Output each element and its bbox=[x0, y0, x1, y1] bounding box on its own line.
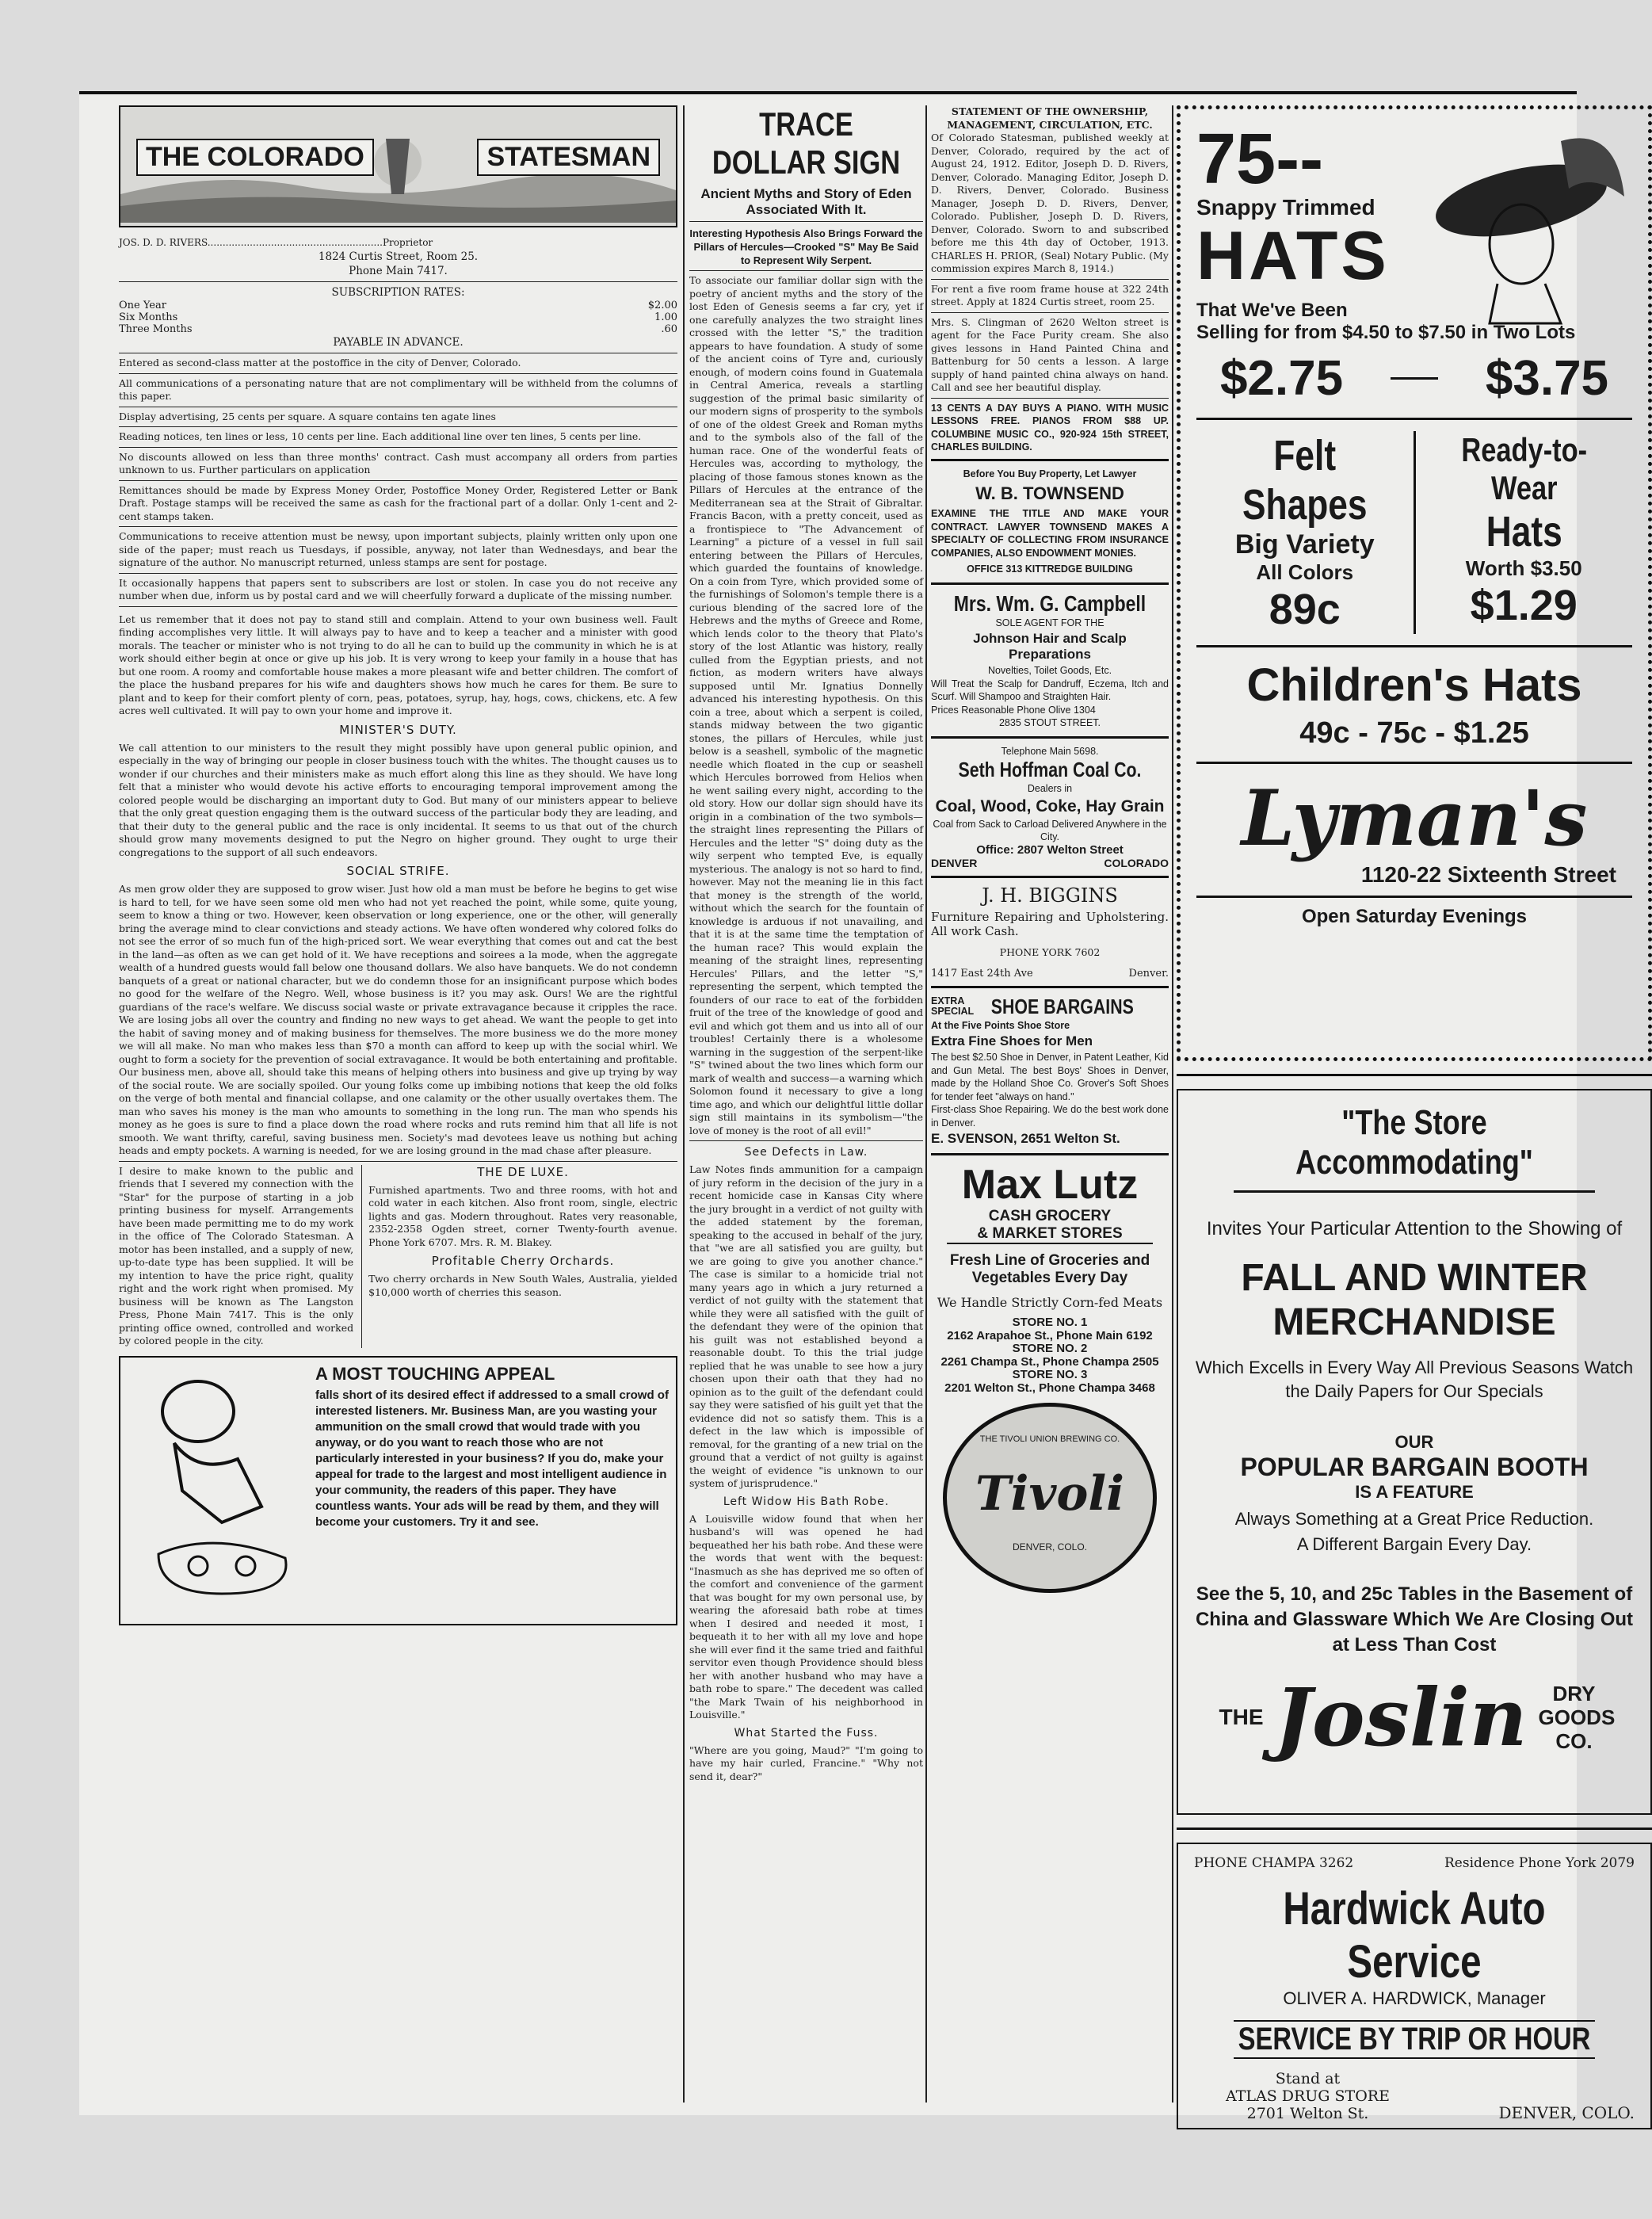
tivoli-city: DENVER, COLO. bbox=[1012, 1541, 1088, 1553]
notice: No discounts allowed on less than three months' contract. Cash must accompany all orders from parties unknown to us. Further particulars on application bbox=[119, 450, 677, 476]
subs-heading: SUBSCRIPTION RATES: bbox=[331, 286, 465, 299]
address: 1824 Curtis Street, Room 25. bbox=[318, 250, 479, 263]
shoe-text: The best $2.50 Shoe in Denver, in Patent Leather, Kid and Gun Metal. The best Boys' Shoes in Denver, made by the Holland Shoe Co. Grover's Soft Shoes for tender feet "always on hand." bbox=[931, 1052, 1169, 1102]
editorial-text: Let us remember that it does not pay to stand still and complain. Attend to your own business well. Fault finding accomplishes very little. It will always pay to have and to keep a teacher and a minister with good morals. The teacher or minister who is not trying to do all he can to build up the community in which he is at work should either begin at once or give up his job. It is very wrong to keep your family in a house that has but one room. A roomy and comfortable house makes a more pleasant wife and better children. The comfort of the place the husband prepares for his wife and daughters shows how much he cares for them. Be sure to plant and to keep for their comfort plenty of corn, peas, potatoes, syrup, hay, hogs, cows, chickens, etc. A few acres well cultivated. It will pay to own your home and improve it. bbox=[119, 613, 677, 716]
lutz-type-1: CASH GROCERY bbox=[988, 1208, 1112, 1224]
children-prices: 49c - 75c - $1.25 bbox=[1299, 716, 1529, 750]
coal-city: DENVER bbox=[931, 857, 978, 869]
max-lutz-ad bbox=[931, 1162, 1169, 1395]
store-address: 2201 Welton St., Phone Champa 3468 bbox=[944, 1381, 1155, 1395]
deluxe-heading: THE DE LUXE. bbox=[477, 1164, 569, 1179]
campbell-text: Will Treat the Scalp for Dandruff, Eczema, Itch and Scurf. Will Shampoo and Straighten Hair. bbox=[931, 678, 1169, 702]
shoe-extra: EXTRA SPECIAL bbox=[931, 995, 975, 1017]
joslin-always: Always Something at a Great Price Reduction. bbox=[1234, 1509, 1594, 1529]
joslin-diff: A Different Bargain Every Day. bbox=[1296, 1534, 1532, 1554]
campbell-notions: Novelties, Toilet Goods, Etc. bbox=[987, 665, 1112, 676]
lutz-fresh: Fresh Line of Groceries and Vegetables Every Day bbox=[949, 1252, 1150, 1286]
hardwick-stand: Stand at bbox=[1275, 2070, 1341, 2087]
rate-row: Three Months .60 bbox=[119, 323, 677, 335]
notice: Communications to receive attention must be newsy, upon important subjects, plainly written only upon one side of the paper; must reach us Tuesdays, if possible, anyway, not later than Wednesdays, and bear the signature of the author. No manuscript returned, unless stamps are sent for postage. bbox=[119, 530, 677, 568]
social-text: As men grow older they are supposed to grow wiser. Just how old a man must be before he begins to get wise is hard to tell, for we have seen some old men who had not yet reached the point, while some, quite young, seem to know a thing or two. However, keen observation or long experience, one or the other, will generally bring the average mind to clear convictions and steady actions. We have often wondered why colored folks do not see the error of so much fun of the high-priced sort. We wear everything that comes out and cat the best in the land—as often as we can get hold of it. We have receptions and soirees a la mode, when the aggregate wealth of a hundred guests would fall below one thousand dollars. We also have banquets. We do not condemn banquets of a great or national character, but we do condemn those for an insignificant purpose which bodes no good for the welfare of the Negro. Well, whose business is it? you may ask. Ours! We are the rightful guardians of the race's welfare. We discuss social waste or private extravagance because it cripples the race. We are losing jobs all over the country and finding no new ways to get ahead. We want the people to get into the habit of saving money and of making business for themselves. The more business we do the more money we will all make. No man who makes less than $70 a month can afford to keep up with the social whirl. We ought to form a society for the prevention of social extravagance. It would be both entertaining and profitable. Our business men, above all, should take this means of helping others into business and give up trying by way of the social route. We are socially spoiled. Our young folks come up imbibing notions that keep the old folks on the verge of both mental and financial collapse, and one calamity or the other usually overtakes them. The man who saves his money is the man who amounts to something in the long run. The man who spends his money as he goes is sure to find a place down the road where rocks and ruts remind him that all life is not smooth. We want thrifty, careful, saving business men. Society's mad devotees leave us nothing but aching heads and empty pockets. A warning is needed, for we are losing ground in the mad chase after pleasure. bbox=[119, 883, 677, 1156]
campbell-ad bbox=[931, 591, 1169, 730]
hats-price-2: $3.75 bbox=[1485, 351, 1609, 406]
biggins-name: J. H. BIGGINS bbox=[982, 884, 1118, 907]
rent-notice: For rent a five room frame house at 322 24th street. Apply at 1824 Curtis street, room 25. bbox=[931, 282, 1169, 307]
cherry-heading: Profitable Cherry Orchards. bbox=[431, 1254, 615, 1268]
coal-dealers: Dealers in bbox=[1027, 783, 1073, 794]
joslin-feature: IS A FEATURE bbox=[1355, 1482, 1474, 1502]
joslin-the: THE bbox=[1219, 1705, 1264, 1729]
statement-text: Of Colorado Statesman, published weekly at Denver, Colorado, required by the act of August 24, 1912. Editor, Joseph D. D. Rivers, Denver, Colorado. Managing Editor, Joseph D. D. Rivers, Denver, Colorado. Business Manager, Joseph D. D. Rivers, Denver, Colorado. Publisher, Joseph D. D. Rivers, Denver, Colorado. Sworn to and subscribed before me this 4th day of October, 1913. CHARLES H. PRIOR, (Seal) Notary Public. (My commission expires March 8, 1914.) bbox=[931, 132, 1169, 274]
shoe-repair: First-class Shoe Repairing. We do the best work done in Denver. bbox=[931, 1104, 1169, 1129]
notice: It occasionally happens that papers sent to subscribers are lost or stolen. In case you do not receive any number when due, inform us by postal card and we will cheerfully forward a duplicate of the missing number. bbox=[119, 576, 677, 602]
coal-name: Seth Hoffman Coal Co. bbox=[958, 758, 1142, 781]
article-title: TRACE DOLLAR SIGN bbox=[712, 105, 901, 181]
hardwick-name: Hardwick Auto Service bbox=[1283, 1883, 1546, 1988]
felt-colors: All Colors bbox=[1256, 560, 1354, 584]
article-subtitle: Ancient Myths and Story of Eden Associated With It. bbox=[700, 186, 912, 217]
tivoli-ring-text: THE TIVOLI UNION BREWING CO. bbox=[979, 1434, 1120, 1444]
robe-heading: Left Widow His Bath Robe. bbox=[723, 1495, 890, 1508]
shoe-owner: E. SVENSON, 2651 Welton St. bbox=[931, 1131, 1120, 1146]
column-rule bbox=[1172, 105, 1173, 2103]
hoffman-coal-ad bbox=[931, 745, 1169, 870]
ads-column bbox=[931, 105, 1169, 1593]
column-rule bbox=[925, 105, 927, 2103]
campbell-address: 2835 STOUT STREET. bbox=[998, 717, 1101, 728]
appeal-ad bbox=[119, 1356, 677, 1625]
phone: Phone Main 7417. bbox=[349, 265, 448, 277]
notice: Reading notices, ten lines or less, 10 cents per line. Each additional line over ten lines, 5 cents per line. bbox=[119, 430, 642, 442]
robe-text: A Louisville widow found that when her husband's will was opened he had bequeathed her his bath robe. And these were the words that went with the bequest: "Inasmuch as she has deprived me so often of the comfort and convenience of the garment that was bought for my own personal use, by wearing the aforesaid bath robe at times when I desired and needed it most, I bequeath it to her with all my love and hope she will ever find it the same tried and faithful servitor even though Providence should bless her with another husband who may have a bath robe to spare." The decedent was called "the Mark Twain of his neighborhood in Louisville." bbox=[689, 1512, 923, 1721]
appeal-text: falls short of its desired effect if addressed to a small crowd of interested listeners. Mr. Business Man, are you wasting your ammunition on the small crowd that would trade with you anyway, or do you want to reach those who are not particularly interested in your business? If you do, make your appeal for trade to the largest and most intelligent audience in your community, the readers of this paper. They have countless wants. Your ads will be read by them, and they will become your customers. Try it and see. bbox=[315, 1388, 669, 1529]
ministers-text: We call attention to our ministers to the result they might possibly have upon general public opinion, and especially in the way of bringing our people in closer business touch with the whites. The thought causes us to wonder if our churches and their ministers make as much effort along this line as they should. We have long felt that a minister who would devote his active efforts to encouraging temporal improvement among the colored people would be discharging an important duty to God. But many of our ministers appear to believe that the only great question engaging them is the outward success of the particular body they are leading, and that their duty to the general public and the race is only incidental. It seems to us that out of the church should grow many movements designed to put the Negro on higher ground. They ought to urge their congregations to the support of all such endeavors. bbox=[119, 741, 677, 858]
campbell-prices: Prices Reasonable Phone Olive 1304 bbox=[931, 704, 1096, 716]
masthead-title-left: THE COLORADO bbox=[136, 139, 374, 176]
woman-hat-illustration-icon bbox=[1426, 125, 1632, 331]
shoe-title: SHOE BARGAINS bbox=[990, 994, 1134, 1018]
store-label: STORE NO. 1 bbox=[1012, 1316, 1088, 1329]
defects-heading: See Defects in Law. bbox=[744, 1146, 868, 1159]
store-label: STORE NO. 2 bbox=[1012, 1342, 1088, 1355]
shoe-bargains-ad bbox=[931, 995, 1169, 1148]
coal-text: Coal from Sack to Carload Delivered Anywhere in the City. bbox=[933, 818, 1167, 842]
joslin-our: OUR bbox=[1394, 1432, 1434, 1452]
joslin-slogan: "The Store Accommodating" bbox=[1234, 1103, 1595, 1193]
lutz-type-2: & MARKET STORES bbox=[947, 1225, 1153, 1244]
masthead bbox=[119, 105, 677, 227]
rtw-title: Ready-to-Wear bbox=[1460, 431, 1587, 506]
shoe-fine: Extra Fine Shoes for Men bbox=[931, 1033, 1093, 1048]
statement-heading: STATEMENT OF THE OWNERSHIP, MANAGEMENT, CIRCULATION, ETC. bbox=[947, 105, 1153, 131]
fuss-heading: What Started the Fuss. bbox=[734, 1726, 879, 1740]
lawyer-text: EXAMINE THE TITLE AND MAKE YOUR CONTRACT. LAWYER TOWNSEND MAKES A SPECIALTY OF COLLECTING FROM INSURANCE COMPANIES, ALSO ENDOWMENT MONIES. bbox=[931, 508, 1169, 559]
lymans-logo: Lyman's bbox=[1241, 773, 1588, 863]
hardwick-manager: OLIVER A. HARDWICK, Manager bbox=[1283, 1988, 1546, 2008]
hats-price-1: $2.75 bbox=[1219, 351, 1344, 406]
appeal-heading: A MOST TOUCHING APPEAL bbox=[315, 1363, 555, 1384]
felt-price: 89c bbox=[1269, 586, 1341, 633]
coal-phone: Telephone Main 5698. bbox=[1001, 745, 1099, 757]
biggins-ad bbox=[931, 884, 1169, 980]
article-deck: Interesting Hypothesis Also Brings Forward the Pillars of Hercules—Crooked "S" May Be Said to Represent Wily Serpent. bbox=[689, 227, 923, 266]
hardwick-store: ATLAS DRUG STORE bbox=[1226, 2087, 1390, 2105]
printing-notice: I desire to make known to the public and friends that I severed my connection with the "Star" for the purpose of starting in a job printing business for myself. Arrangements have been made permitting me to do my work in the office of The Colorado Statesman. A motor has been installed, and a supply of new, up-to-date type has been supplied. It will be my intention to have the price right, quality right and the work right when promised. My business will be known as The Langston Press, Phone Main 7417. This is the only printing office owned, controlled and worked by colored people in the city. bbox=[119, 1164, 354, 1346]
social-heading: SOCIAL STRIFE. bbox=[346, 864, 450, 878]
notice: Remittances should be made by Express Money Order, Postoffice Money Order, Registered Letter or Bank Draft. Postage stamps will be received the same as cash for the fractional part of a dollar. Only 1-cent and 2-cent stamps taken. bbox=[119, 483, 677, 522]
newspaper-page bbox=[79, 91, 1635, 2122]
display-ads-column bbox=[1177, 105, 1652, 2129]
store-label: STORE NO. 3 bbox=[1012, 1368, 1088, 1381]
article-body: To associate our familiar dollar sign with the poetry of ancient myths and the story of the lost Eden of Genesis seems a far cry, yet if one carefully analyzes the two straight lines crossed with the letter "S," the tradition appears to have foundation. A study of some of the ancient coins of Tyre and, curiously enough, of modern coins found in Guatemala in Central America, reveals a startling suggestion of the primal basic similarity of our modern signs of prosperity to the symbols of one of the oldest Greek and Roman myths and to the symbols also of the fall of the human race. One of the wonderful feats of Hercules was, according to mythology, the placing of those famous stones known as the Pillars of Hercules at the entrance of the Mediterranean sea at the Strait of Gibraltar. Francis Bacon, with a pretty conceit, used as a frontispiece to "The Advancement of Learning" a picture of a vessel in full sail entering between the Pillars of Hercules, which guarded the fountains of knowledge. On a coin from Tyre, which provided some of the furnishings of Solomon's temple there is a curious blending of the sacred lore of the Hebrews and the myths of Greece and Rome, which lends color to the theory that Plato's story of the lost Atlantic was history, really culled from the Egyptian priests, and not fiction, as modern writers have always supposed until Mr. Ignatius Donnelly advanced his interesting hypothesis. On this coin a tree, about which a serpent is coiled, stands midway between the two gigantic stones, the pillars of Hercules, while just below is a seashell, symbolic of the magnetic needle which floated in the cup or seashell which Hercules borrowed from Helios when he went sailing every night, according to the old story. How our dollar sign should have its origin in a combination of the two symbols—the straight lines representing the Pillars of Hercules and the letter "S" doing duty as the wily serpent who tempted Eve, is equally mysterious. The analogy is not so hard to find, however. May not the meaning lie in this fact that money is the strength of the world, without which the search for the fountain of knowledge is arduous if not unavailing, and that it is at the same time the temptation of the human race? This would explain the meaning of the straight lines, representing Hercules' Pillars, and the letter "S," representing the serpent, which tempted the founders of our race to eat of the forbidden fruit of the tree of the knowledge of good and evil and which got them and us into all of our troubles! Certainly there is a wholesome warning in the suggestion of the serpent-like "S" twined about the two lines which form our mark of wealth and success—a warning which Solomon found it necessary to give a long time ago, and which our delightful little dollar sign still maintains in its symbolism—"the love of money is the root of all evil!" bbox=[689, 274, 923, 1136]
statesman-column bbox=[119, 105, 677, 1625]
hardwick-service: SERVICE BY TRIP OR HOUR bbox=[1234, 2020, 1595, 2059]
joslin-dry-goods: DRY GOODS CO. bbox=[1538, 1682, 1616, 1753]
joslin-tables: See the 5, 10, and 25c Tables in the Basement of China and Glassware Which We Are Closing Out at Less Than Cost bbox=[1195, 1583, 1634, 1656]
hardwick-city: DENVER, COLO. bbox=[1498, 2103, 1635, 2122]
hardwick-residence-phone: Residence Phone York 2079 bbox=[1444, 1855, 1635, 1871]
notice: All communications of a personating nature that are not complimentary will be withheld from the columns of this paper. bbox=[119, 376, 677, 402]
lymans-open: Open Saturday Evenings bbox=[1301, 906, 1528, 927]
shoe-store: At the Five Points Shoe Store bbox=[931, 1019, 1070, 1031]
ministers-heading: MINISTER'S DUTY. bbox=[339, 722, 457, 737]
store-address: 2261 Champa St., Phone Champa 2505 bbox=[940, 1354, 1159, 1369]
campbell-agent: SOLE AGENT FOR THE bbox=[995, 617, 1105, 628]
rate-row: One Year $2.00 bbox=[119, 300, 677, 311]
hardwick-ad bbox=[1177, 1843, 1652, 2129]
lymans-hats-ad bbox=[1177, 105, 1652, 1061]
biggins-city: Denver. bbox=[1128, 967, 1169, 980]
tivoli-logo bbox=[943, 1403, 1157, 1593]
clingman-notice: Mrs. S. Clingman of 2620 Welton street is agent for the Face Purity cream. She also gives lessons in Hand Painted China and Battenburg for 50 cents a lesson. A large supply of hand painted china always on hand. Call and see her beautiful display. bbox=[931, 315, 1169, 393]
biggins-phone: PHONE YORK 7602 bbox=[999, 946, 1101, 958]
rate-row: Six Months 1.00 bbox=[119, 311, 677, 323]
lawyer-name: W. B. TOWNSEND bbox=[975, 483, 1124, 503]
campbell-product: Johnson Hair and Scalp Preparations bbox=[973, 631, 1127, 662]
children-title: Children's Hats bbox=[1246, 659, 1582, 711]
masthead-title-right: STATESMAN bbox=[477, 139, 660, 176]
hats-price-head: 75-- bbox=[1196, 120, 1324, 199]
notice: Entered as second-class matter at the postoffice in the city of Denver, Colorado. bbox=[119, 357, 521, 369]
joslin-logo: Joslin bbox=[1274, 1671, 1528, 1764]
lutz-meats: We Handle Strictly Corn-fed Meats bbox=[937, 1295, 1163, 1310]
campbell-name: Mrs. Wm. G. Campbell bbox=[953, 590, 1146, 616]
column-rule bbox=[683, 105, 685, 2103]
coal-state: COLORADO bbox=[1104, 857, 1169, 869]
joslin-booth: POPULAR BARGAIN BOOTH bbox=[1240, 1453, 1589, 1481]
joslin-excels: Which Excells in Every Way All Previous Seasons Watch the Daily Papers for Our Specials bbox=[1195, 1358, 1634, 1401]
hats-word: HATS bbox=[1196, 218, 1390, 294]
dollar-sign-column bbox=[689, 105, 923, 1783]
joslin-ad bbox=[1177, 1089, 1652, 1815]
coal-goods: Coal, Wood, Coke, Hay Grain bbox=[935, 796, 1165, 815]
cartoon-illustration-icon bbox=[127, 1364, 309, 1602]
hats-selling: Selling for from $4.50 to $7.50 in Two Lots bbox=[1196, 322, 1576, 343]
hardwick-phone: PHONE CHAMPA 3262 bbox=[1194, 1855, 1354, 1871]
biggins-text: Furniture Repairing and Upholstering. All work Cash. bbox=[931, 910, 1169, 938]
townsend-ad bbox=[931, 468, 1169, 576]
hardwick-address: 2701 Welton St. bbox=[1246, 2105, 1369, 2122]
cherry-text: Two cherry orchards in New South Wales, Australia, yielded $10,000 worth of cherries this season. bbox=[368, 1273, 677, 1298]
store-address: 2162 Arapahoe St., Phone Main 6192 bbox=[947, 1328, 1153, 1342]
lutz-name: Max Lutz bbox=[961, 1162, 1139, 1208]
felt-title: Felt Shapes bbox=[1242, 432, 1368, 529]
hats-snappy: Snappy Trimmed bbox=[1196, 195, 1375, 220]
rtw-price: $1.29 bbox=[1470, 582, 1578, 629]
joslin-invites: Invites Your Particular Attention to the Showing of bbox=[1206, 1218, 1623, 1239]
rtw-worth: Worth $3.50 bbox=[1465, 556, 1582, 580]
tivoli-word: Tivoli bbox=[975, 1466, 1124, 1522]
rtw-hats: Hats bbox=[1486, 508, 1562, 556]
notice: Display advertising, 25 cents per square. A square contains ten agate lines bbox=[119, 410, 496, 422]
felt-variety: Big Variety bbox=[1234, 529, 1375, 560]
defects-text: Law Notes finds ammunition for a campaign of jury reform in the decision of the jury in a recent homicide case in Kansas City where the jury brought in a verdict of not guilty with the added statement by the foreman, speaking to the accused in behalf of the jury, that "we are all satisfied you are guilty, but we are going to give you another chance." The case is similar to a homicide trial not many years ago in which a jury returned a verdict of not guilty with the statement that while they were all satisfied with the guilt of the defendant they were of the opinion that his guilt was not established beyond a reasonable doubt. To this the trial judge replied that he was unable to see how a jury chosen upon their oath that they had no opinion as to the guilt of the defendant could say they were satisfied of his guilt yet that the evidence did not so satisfy them. This is a defect in the law which is impossible of removal, for the granting of a new trial on the ground that a verdict of not guilty is against the weight of evidence "is unknown to our system of jurisprudence." bbox=[689, 1163, 923, 1489]
biggins-address: 1417 East 24th Ave bbox=[931, 967, 1033, 980]
lymans-address: 1120-22 Sixteenth Street bbox=[1360, 862, 1616, 887]
joslin-fall: FALL AND WINTER MERCHANDISE bbox=[1241, 1257, 1588, 1343]
coal-office: Office: 2807 Welton Street bbox=[976, 842, 1124, 857]
piano-ad: 13 CENTS A DAY BUYS A PIANO. WITH MUSIC LESSONS FREE. PIANOS FROM $88 UP. COLUMBINE MUSIC CO., 920-924 15th STREET, CHARLES BUILDING. bbox=[931, 402, 1169, 453]
deluxe-text: Furnished apartments. Two and three rooms, with hot and cold water in each kitchen. Also front room, single, electric lights and gas. Modern throughout. Rates very reasonable, 2352-2358 Ogden street, corner Twenty-fourth avenue. Phone York 6707. Mrs. R. M. Blakey. bbox=[368, 1183, 677, 1248]
lawyer-top: Before You Buy Property, Let Lawyer bbox=[963, 468, 1137, 479]
fuss-text: "Where are you going, Maud?" "I'm going to have my hair curled, Francine." "Why not send it, dear?" bbox=[689, 1744, 923, 1782]
hats-that: That We've Been bbox=[1196, 300, 1348, 321]
lawyer-office: OFFICE 313 KITTREDGE BUILDING bbox=[967, 563, 1133, 575]
payable-line: PAYABLE IN ADVANCE. bbox=[333, 336, 464, 349]
proprietor-line: JOS. D. D. RIVERS..........................................................Proprietor bbox=[119, 237, 433, 248]
